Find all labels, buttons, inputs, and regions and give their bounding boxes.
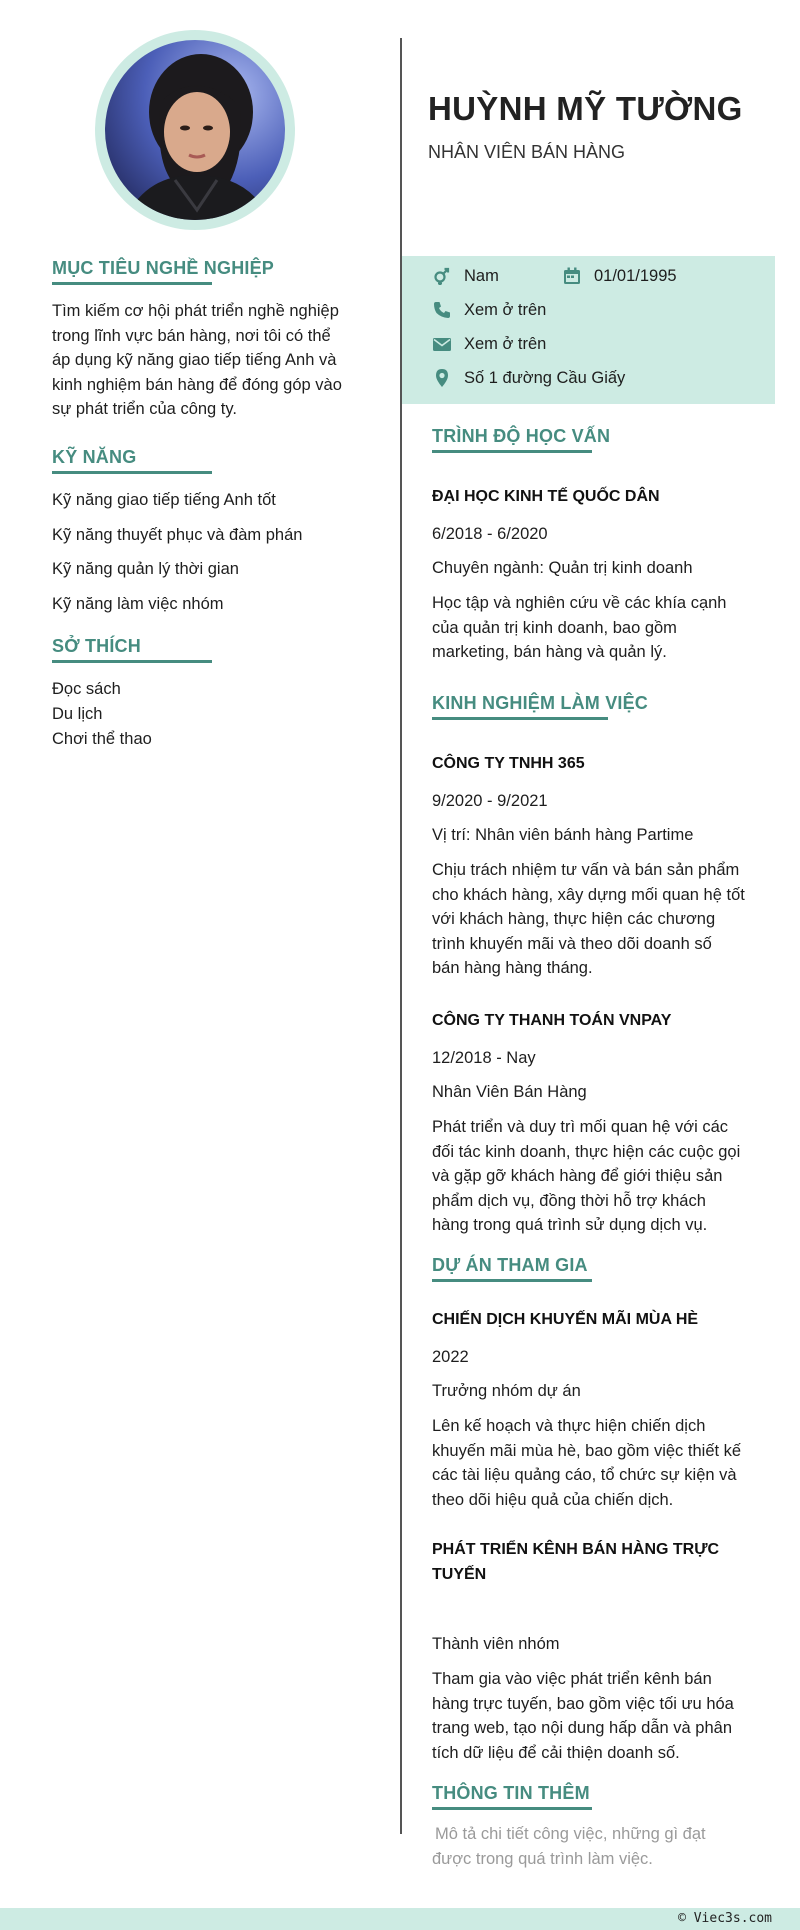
candidate-name: HUỲNH MỸ TƯỜNG <box>428 90 743 127</box>
project-desc: Lên kế hoạch và thực hiện chiến dịch khuyến mãi mùa hè, bao gồm việc thiết kế các tài liệu quảng cáo, tổ chức sự kiện và theo dõi hiệu quả của chiến dịch. <box>432 1417 742 1509</box>
job-period: 12/2018 - Nay <box>432 1049 536 1067</box>
education-period: 6/2018 - 6/2020 <box>432 525 548 543</box>
skill-item: Kỹ năng thuyết phục và đàm phán <box>52 526 303 544</box>
hobby-item: Chơi thể thao <box>52 730 152 748</box>
hobbies-section <box>52 636 362 752</box>
job-role: Vị trí: Nhân viên bánh hàng Partime <box>432 826 694 844</box>
section-underline <box>432 1279 592 1282</box>
job-role: Nhân Viên Bán Hàng <box>432 1083 587 1101</box>
skills-title: KỸ NĂNG <box>52 447 137 467</box>
contact-birthday: 01/01/1995 <box>562 266 677 286</box>
project-role: Thành viên nhóm <box>432 1635 560 1653</box>
email-icon <box>432 334 452 354</box>
projects-section <box>432 1255 762 1282</box>
skill-item: Kỹ năng quản lý thời gian <box>52 560 239 578</box>
contact-phone: Xem ở trên <box>432 300 546 320</box>
section-underline <box>52 282 212 285</box>
education-title: TRÌNH ĐỘ HỌC VẤN <box>432 426 611 446</box>
education-desc: Học tập và nghiên cứu về các khía cạnh của quản trị kinh doanh, bao gồm marketing, bán hàng và quản lý. <box>432 594 727 661</box>
skill-item: Kỹ năng giao tiếp tiếng Anh tốt <box>52 491 276 509</box>
experience-section <box>432 693 762 720</box>
section-underline <box>52 471 212 474</box>
additional-title: THÔNG TIN THÊM <box>432 1783 590 1803</box>
avatar-frame <box>95 30 295 230</box>
phone-icon <box>432 300 452 320</box>
hobby-item: Đọc sách <box>52 680 121 698</box>
objective-section <box>52 258 362 422</box>
objective-text: Tìm kiếm cơ hội phát triển nghề nghiệp trong lĩnh vực bán hàng, nơi tôi có thể áp dụng kỹ năng giao tiếp tiếng Anh và kinh nghiệm bán hàng để đóng góp vào sự phát triển của công ty. <box>52 302 342 418</box>
contact-box <box>402 256 775 404</box>
section-underline <box>432 717 608 720</box>
hobby-item: Du lịch <box>52 705 103 723</box>
skill-item: Kỹ năng làm việc nhóm <box>52 595 224 613</box>
contact-email: Xem ở trên <box>432 334 546 354</box>
project-desc: Tham gia vào việc phát triển kênh bán hàng trực tuyến, bao gồm việc tối ưu hóa trang web, tạo nội dung hấp dẫn và phân tích dữ liệu để cải thiện doanh số. <box>432 1670 734 1762</box>
calendar-icon <box>562 266 582 286</box>
job-company: CÔNG TY THANH TOÁN VNPAY <box>432 1012 672 1029</box>
footer-credit: © Viec3s.com <box>678 1911 772 1926</box>
location-icon <box>432 368 452 388</box>
education-section <box>432 426 762 453</box>
avatar <box>105 40 285 220</box>
project-role: Trưởng nhóm dự án <box>432 1382 581 1400</box>
gender-icon <box>432 266 452 286</box>
section-underline <box>432 450 592 453</box>
job-title: NHÂN VIÊN BÁN HÀNG <box>428 142 626 162</box>
hobbies-list <box>52 677 362 752</box>
footer-bar <box>0 1908 800 1930</box>
hobbies-title: SỞ THÍCH <box>52 636 141 656</box>
job-company: CÔNG TY TNHH 365 <box>432 755 585 772</box>
objective-title: MỤC TIÊU NGHỀ NGHIỆP <box>52 258 275 278</box>
section-underline <box>52 660 212 663</box>
project-name: CHIẾN DỊCH KHUYẾN MÃI MÙA HÈ <box>432 1311 699 1328</box>
job-period: 9/2020 - 9/2021 <box>432 792 548 810</box>
job-desc: Phát triển và duy trì mối quan hệ với các đối tác kinh doanh, thực hiện các cuộc gọi và gặp gỡ khách hàng để giới thiệu sản phẩm dịch vụ, đồng thời hỗ trợ khách hàng trong quá trình sử dụng dịch vụ. <box>432 1118 741 1234</box>
additional-placeholder[interactable]: Mô tả chi tiết công việc, những gì đạt được trong quá trình làm việc. <box>432 1825 706 1868</box>
project-year: 2022 <box>432 1348 469 1366</box>
job-desc: Chịu trách nhiệm tư vấn và bán sản phẩm cho khách hàng, xây dựng mối quan hệ tốt với khách hàng, thực hiện các chương trình khuyến mãi và theo dõi doanh số bán hàng hàng tháng. <box>432 861 745 977</box>
project-name: PHÁT TRIỂN KÊNH BÁN HÀNG TRỰC TUYẾN <box>432 1541 720 1583</box>
school-name: ĐẠI HỌC KINH TẾ QUỐC DÂN <box>432 488 660 505</box>
skills-section <box>52 447 362 474</box>
additional-section <box>432 1783 762 1810</box>
projects-title: DỰ ÁN THAM GIA <box>432 1255 588 1275</box>
experience-title: KINH NGHIỆM LÀM VIỆC <box>432 693 649 713</box>
contact-address: Số 1 đường Cầu Giấy <box>432 368 625 388</box>
contact-gender: Nam <box>432 266 499 286</box>
education-major: Chuyên ngành: Quản trị kinh doanh <box>432 559 693 577</box>
section-underline <box>432 1807 592 1810</box>
